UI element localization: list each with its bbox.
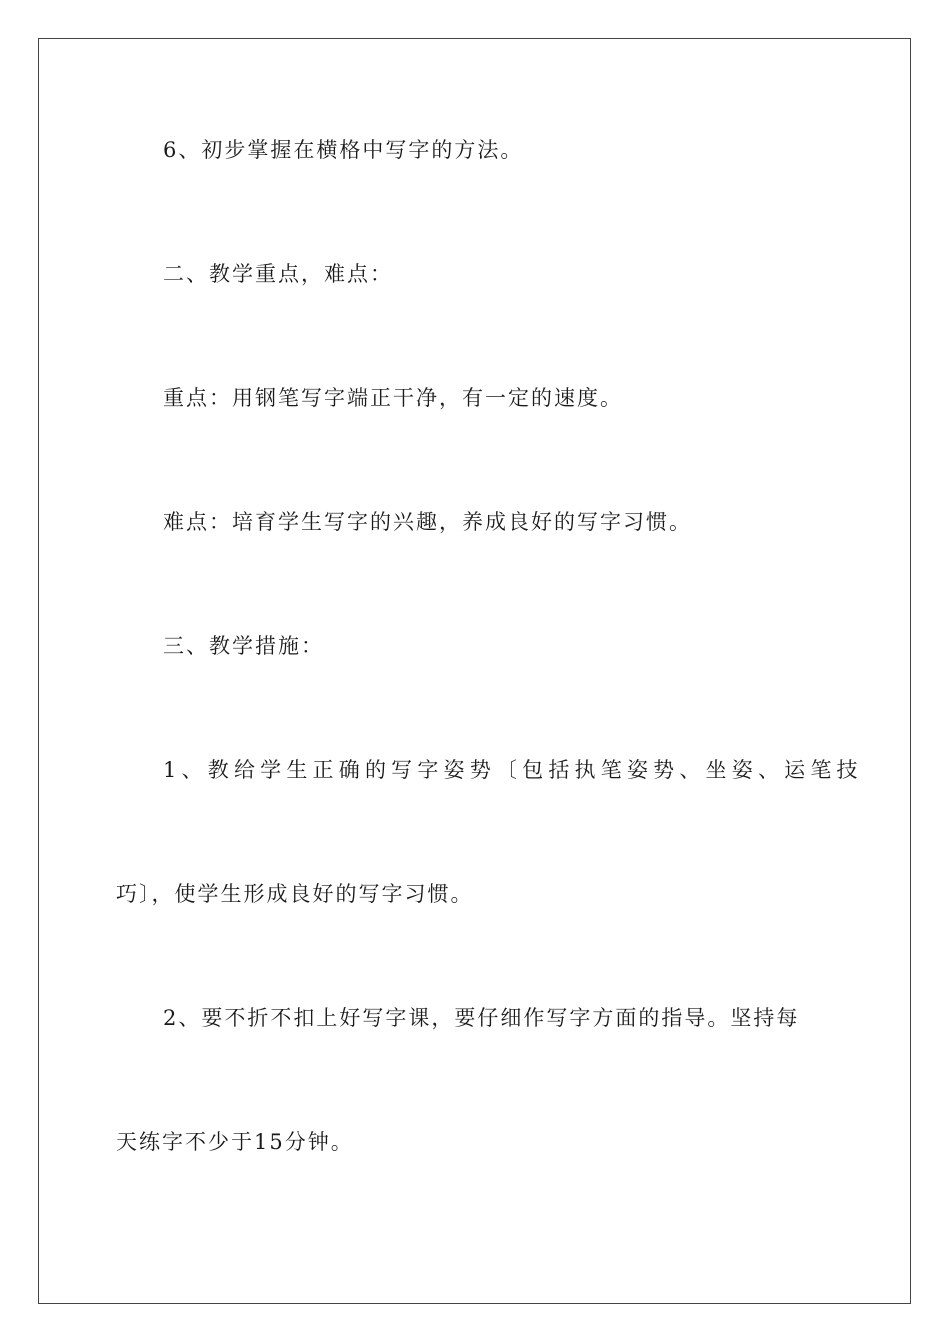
text-line-item-6: 6、初步掌握在横格中写字的方法。 bbox=[163, 138, 524, 162]
text-line-difficulty: 难点：培育学生写字的兴趣，养成良好的写字习惯。 bbox=[163, 510, 692, 534]
text-line-measure-2-cont: 天练字不少于15分钟。 bbox=[116, 1130, 354, 1154]
section-heading-measures: 三、教学措施： bbox=[163, 634, 324, 658]
page-frame bbox=[38, 38, 911, 1304]
text-line-key-point: 重点：用钢笔写字端正干净，有一定的速度。 bbox=[163, 386, 623, 410]
text-line-measure-1-cont: 巧〕，使学生形成良好的写字习惯。 bbox=[116, 882, 474, 906]
section-heading-key-points: 二、教学重点，难点： bbox=[163, 262, 393, 286]
text-line-measure-2: 2、要不折不扣上好写字课，要仔细作写字方面的指导。坚持每 bbox=[163, 1006, 800, 1030]
text-line-measure-1: 1、教给学生正确的写字姿势〔包括执笔姿势、坐姿、运笔技 bbox=[163, 758, 863, 782]
